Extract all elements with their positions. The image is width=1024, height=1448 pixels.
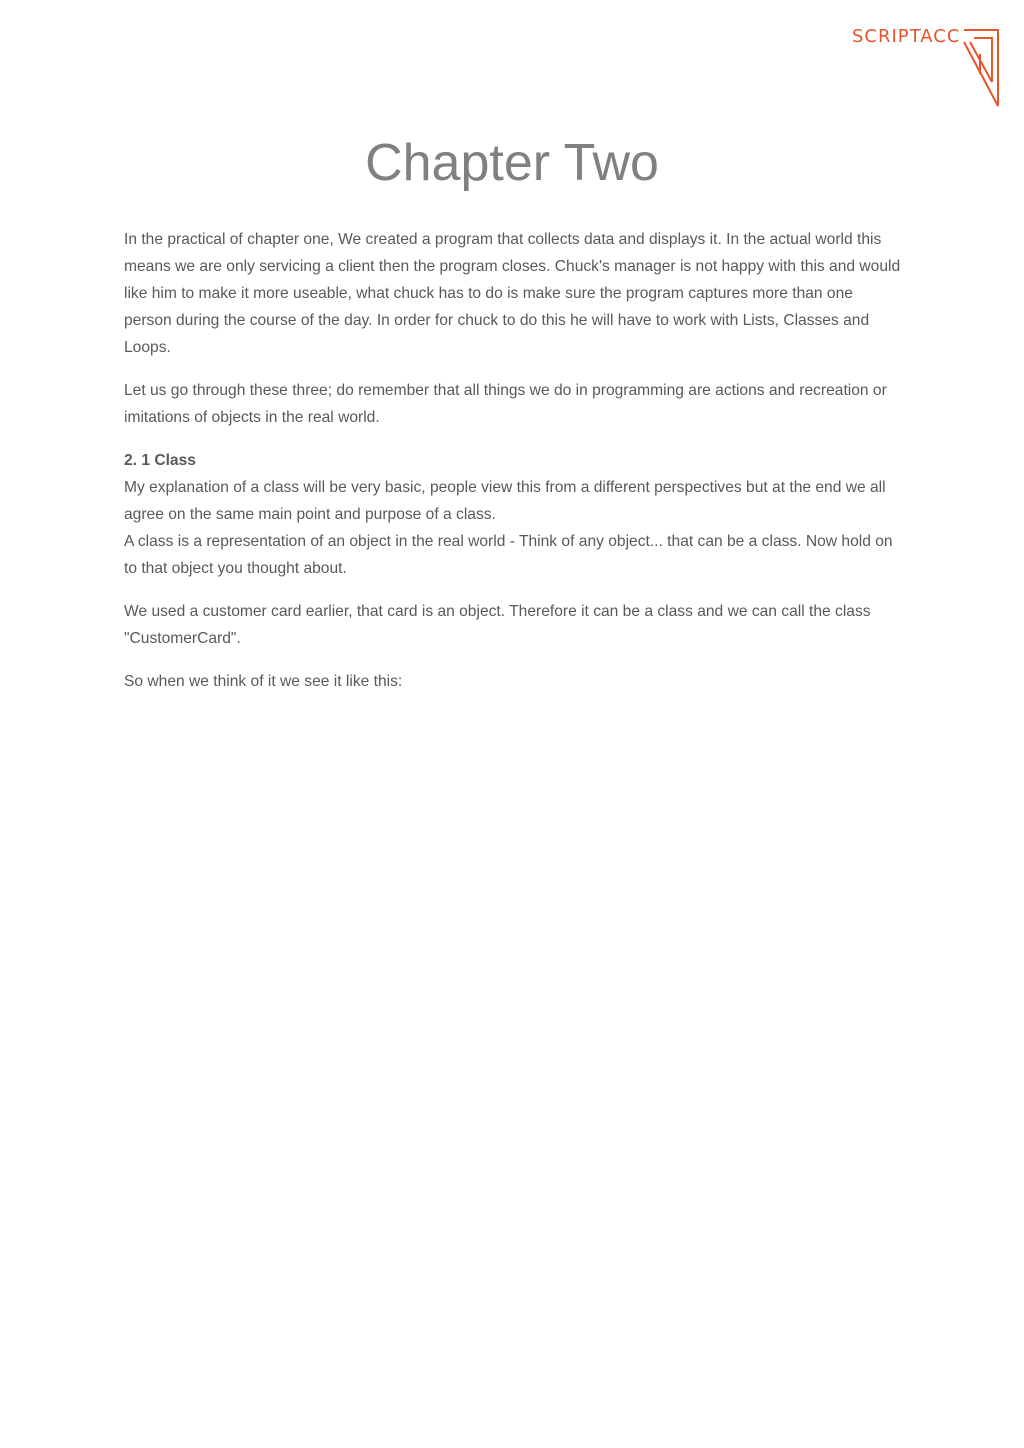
paragraph-think-of-it: So when we think of it we see it like this: — [124, 673, 403, 690]
paragraph-overview: Let us go through these three; do remember that all things we do in programming are actions and recreation or imitations of objects in the real world. — [124, 382, 887, 426]
section-heading: 2. 1 Class — [124, 452, 196, 469]
section-class — [124, 447, 904, 582]
paragraph-class-explanation: My explanation of a class will be very basic, people view this from a different perspectives but at the end we all agree on the same main point and purpose of a class. — [124, 479, 886, 523]
logo-wordmark: SCRIPTACC — [852, 26, 961, 47]
paragraph-intro: In the practical of chapter one, We created a program that collects data and displays it. In the actual world this means we are only servicing a client then the program closes. Chuck's manager is not happy with this and would like him to make it more useable, what chuck has to do is make sure the program captures more than one person during the course of the day. In order for chuck to do this he will have to work with Lists, Classes and Loops. — [124, 231, 901, 356]
paragraph-customer-card: We used a customer card earlier, that card is an object. Therefore it can be a class and we can call the class "CustomerCard". — [124, 603, 871, 647]
scriptacc-logo — [852, 24, 1002, 108]
logo-emblem-icon — [852, 24, 1002, 108]
page-title: Chapter Two — [365, 134, 659, 192]
paragraph-class-definition: A class is a representation of an object in the real world - Think of any object... that can be a class. Now hold on to that object you thought about. — [124, 533, 893, 577]
document-body — [124, 226, 904, 711]
